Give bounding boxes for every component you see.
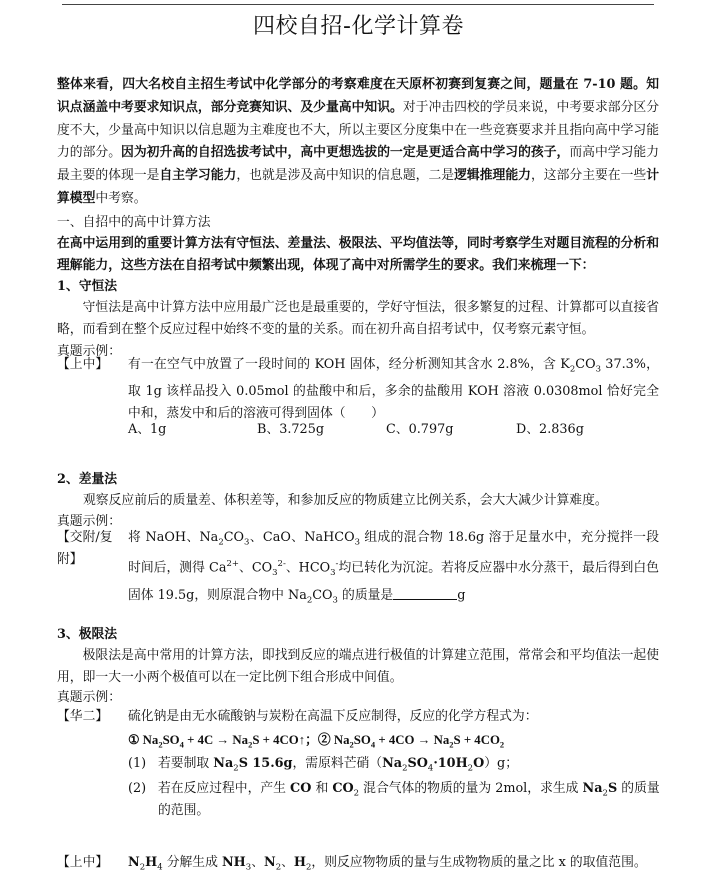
method-description: 观察反应前后的质量差、体积差等，和参加反应的物质建立比例关系，会大大减少计算难度。 [83, 493, 608, 508]
answer-blank[interactable] [393, 587, 457, 600]
page-title: 四校自招-化学计算卷 [253, 14, 464, 39]
method-description: 守恒法是高中计算方法中应用最广泛也是最重要的，学好守恒法，很多繁复的过程、计算都可以直接省略，而看到在整个反应过程中始终不变的量的关系。而在初升高自招考试中，仅考察元素守恒。 [57, 300, 659, 337]
method-heading: 1、守恒法 [57, 279, 118, 294]
sub-question-1: 若要制取 $Na_2S$ 15.6g，需原料芒硝$(Na_2SO_4\cdot 10H_2O)g$； [158, 756, 519, 774]
sub-question-2-cont: 的范围。 [158, 803, 210, 818]
reaction-equations: ① $Na_2SO_4 + 4C \to Na_2S$ + 4CO↑；② $Na_2SO_4 + 4CO \to Na_2S + 4CO_2$ [128, 733, 505, 750]
source-tag: 【华二】 [57, 709, 109, 724]
example-label: 真题示例： [57, 344, 121, 359]
intro-paragraph: 整体来看，四大名校自主招生考试中化学部分的考察难度在天原杯初赛到复赛之间，题量在 7-10 题。知识点涵盖中考要求知识点，部分竞赛知识、及少量高中知识。对于冲击四校的学员来说，中考要求部分区分度不大，少量高中知识以信息题为主难度也不大，所以主要区分度集中在一些竞赛要求并且指向高中学习能力的部分。因为初升高的自招选拔考试中，高中更想选拔的一定是更适合高中学习的孩子，而高中学习能力最主要的体现一是自主学习能力，也就是涉及高中知识的信息题，二是逻辑推理能力，这部分主要在一些计算模型中考察。 [57, 77, 660, 206]
question-text: 有一在空气中放置了一段时间的 KOH 固体，经分析测知其含水 2.8%，含 $K_2CO_3$ 37.3%，取 1g 该样品投入 0.05mol 的盐酸中和后，多余的盐酸用 KOH 溶液 0.0308mol 恰好完全中和，蒸发中和后的溶液可得到固体（ ） [128, 357, 659, 422]
option-c: C、0.797g [386, 422, 454, 437]
sub-question-2: 若在反应过程中，产生 CO 和 $CO_2$ 混合气体的物质的量为 2mol，求生成 $Na_2S$ 的质量 [158, 781, 660, 799]
option-d: D、2.836g [516, 422, 584, 437]
option-b: B、3.725g [257, 422, 325, 437]
sub-question-number: (1) [128, 756, 147, 771]
source-tag: 【上中】 [57, 855, 109, 870]
section-heading: 一、自招中的高中计算方法 [57, 215, 211, 230]
option-a: A、1g [128, 422, 167, 437]
section-description: 在高中运用到的重要计算方法有守恒法、差量法、极限法、平均值法等，同时考察学生对题目流程的分析和理解能力，这些方法在自招考试中频繁出现，体现了高中对所需学生的要求。我们来梳理一下： [57, 236, 659, 273]
example-label: 真题示例： [57, 690, 121, 705]
sub-question-number: (2) [128, 781, 147, 796]
method-description: 极限法是高中常用的计算方法，即找到反应的端点进行极值的计算建立范围，常常会和平均值法一起使用，即一大一小两个极值可以在一定比例下组合形成中间值。 [57, 648, 659, 685]
question-text: $N_2H_4$ 分解生成 $NH_3$、$N_2$、$H_2$，则反应物物质的量与生成物物质的量之比 x 的取值范围。 [128, 855, 647, 873]
header-rule [62, 4, 654, 5]
method-heading: 2、差量法 [57, 472, 118, 487]
method-heading: 3、极限法 [57, 627, 118, 642]
example-label: 真题示例： [57, 514, 121, 529]
source-tag: 【交附/复 附】 [57, 530, 113, 567]
source-tag: 【上中】 [57, 357, 109, 372]
question-text: 将 NaOH、$Na_2CO_3$、CaO、NaHCO$_3$ 组成的混合物 18.6g 溶于足量水中，充分搅拌一段时间后，测得 $Ca^{2+}$、$CO_3^{2-}$、$HCO_3^-$均已转化为沉淀。若将反应器中水分蒸干，最后得到白色固体 19.5g，则原混合物中 $Na_2CO_3$ 的质量是 g [128, 530, 660, 606]
question-intro: 硫化钠是由无水硫酸钠与炭粉在高温下反应制得，反应的化学方程式为： [128, 709, 538, 724]
